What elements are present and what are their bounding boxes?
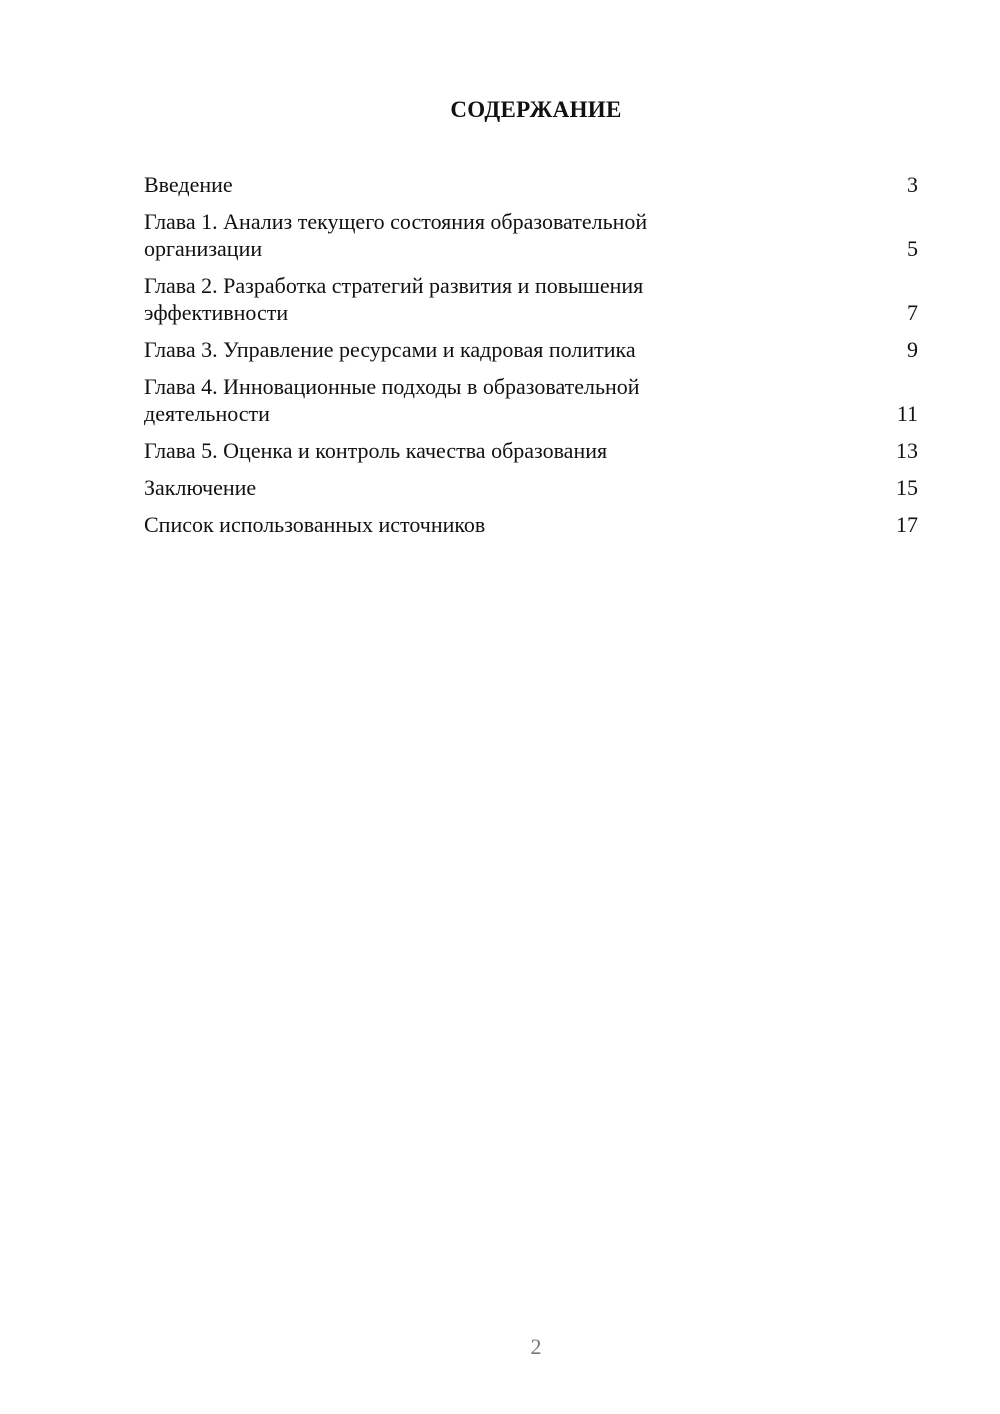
toc-entry-references <box>144 511 918 538</box>
toc-entry-text: Глава 3. Управление ресурсами и кадровая политика <box>144 337 636 362</box>
toc-entry-page: 13 <box>896 438 918 463</box>
toc-entry-page: 9 <box>907 337 918 362</box>
toc-entry-chapter-2 <box>144 272 918 326</box>
toc-entry-text: Глава 4. Инновационные подходы в образовательной деятельности <box>144 374 640 426</box>
toc-entry-page: 7 <box>907 300 918 325</box>
page-number: 2 <box>530 1334 542 1359</box>
toc-entry-page: 11 <box>896 401 918 426</box>
toc-entry-text: Список использованных источников <box>144 512 486 537</box>
toc-entry-page: 15 <box>896 475 918 500</box>
toc-entry-chapter-3 <box>144 336 918 363</box>
toc-entry-chapter-1 <box>144 208 918 262</box>
toc-entry-page: 5 <box>907 236 918 261</box>
toc-entry-text: Введение <box>144 172 233 197</box>
toc-entry-text: Заключение <box>144 475 257 500</box>
toc-entry-introduction <box>144 171 918 198</box>
page-title: СОДЕРЖАНИЕ <box>450 97 622 122</box>
toc-entry-text: Глава 2. Разработка стратегий развития и повышения эффективности <box>144 273 644 325</box>
toc-entry-chapter-5 <box>144 437 918 464</box>
toc-entry-conclusion <box>144 474 918 501</box>
toc-entry-text: Глава 1. Анализ текущего состояния образовательной организации <box>144 209 648 261</box>
table-of-contents <box>144 171 918 548</box>
toc-entry-page: 17 <box>896 512 918 537</box>
toc-entry-text: Глава 5. Оценка и контроль качества образования <box>144 438 608 463</box>
toc-entry-page: 3 <box>907 172 918 197</box>
toc-entry-chapter-4 <box>144 373 918 427</box>
